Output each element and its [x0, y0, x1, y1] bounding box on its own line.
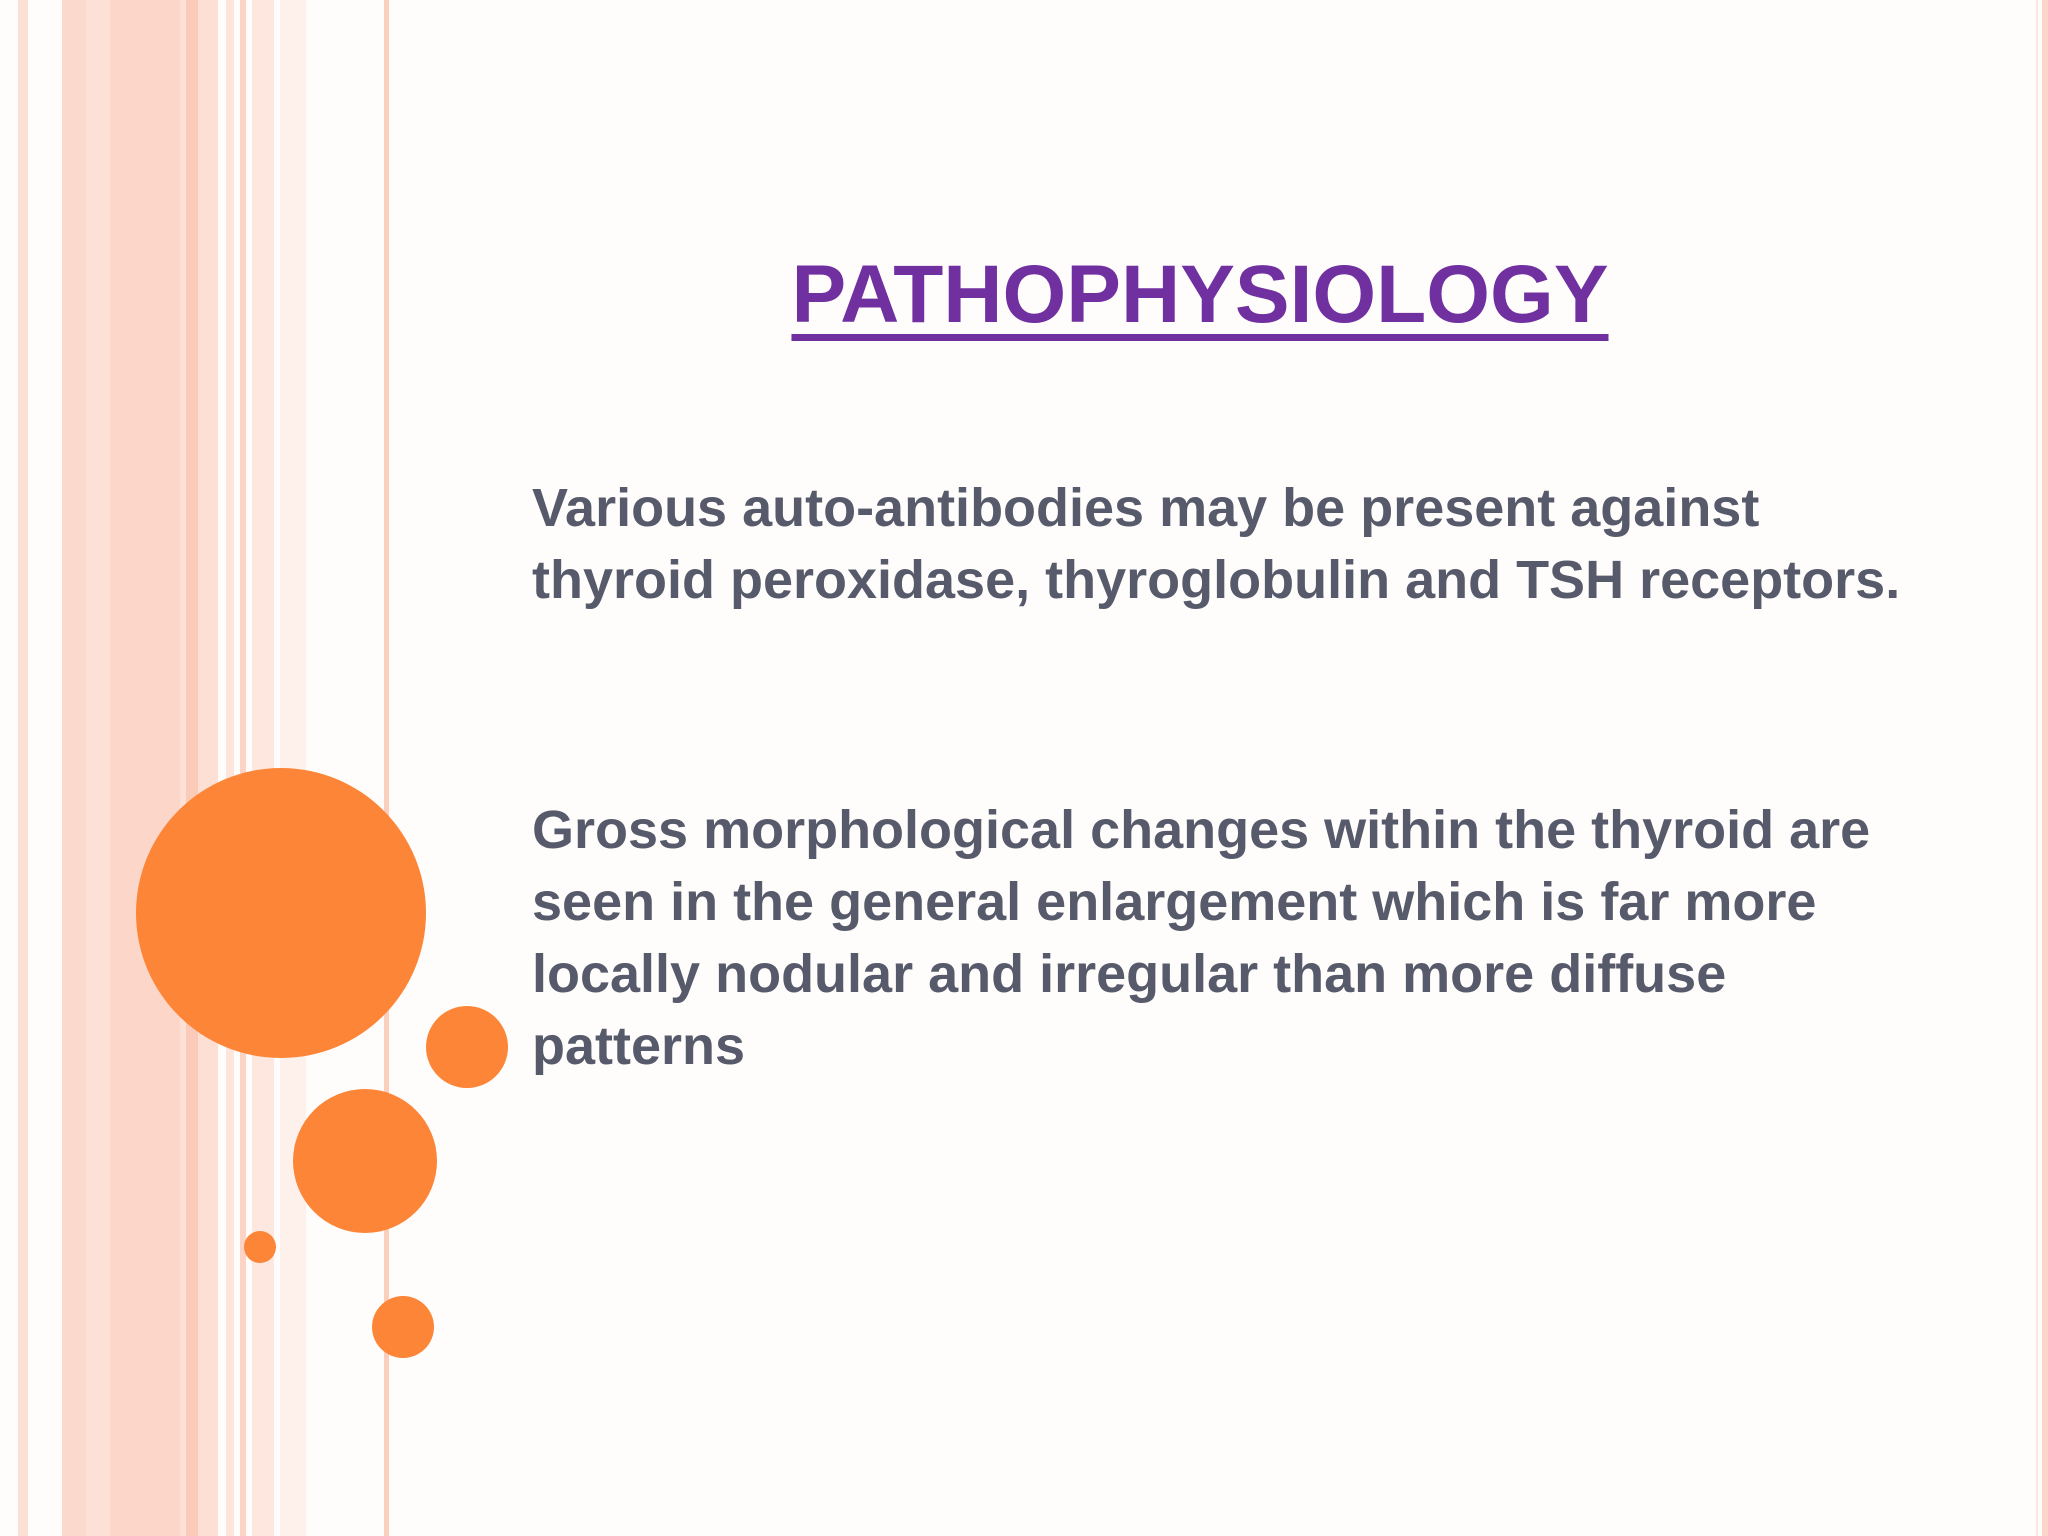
- medium-orange-circle: [293, 1089, 437, 1233]
- paragraph-morphology: Gross morphological changes within the thyroid are seen in the general enlargement which is far more locally nodular and irregular than more diffuse patterns: [532, 800, 1871, 1076]
- bottom-orange-circle: [372, 1296, 434, 1358]
- small-orange-circle: [426, 1006, 508, 1088]
- decorative-stripes: [0, 0, 400, 1536]
- paragraph-autoantibodies: Various auto-antibodies may be present against thyroid peroxidase, thyroglobulin and TSH receptors.: [532, 478, 1901, 610]
- tiny-orange-circle: [244, 1231, 276, 1263]
- right-edge-line-inner: [2036, 0, 2038, 1536]
- large-orange-circle: [136, 768, 426, 1058]
- slide-title: PATHOPHYSIOLOGY: [791, 249, 1609, 340]
- right-edge-line: [2042, 0, 2048, 1536]
